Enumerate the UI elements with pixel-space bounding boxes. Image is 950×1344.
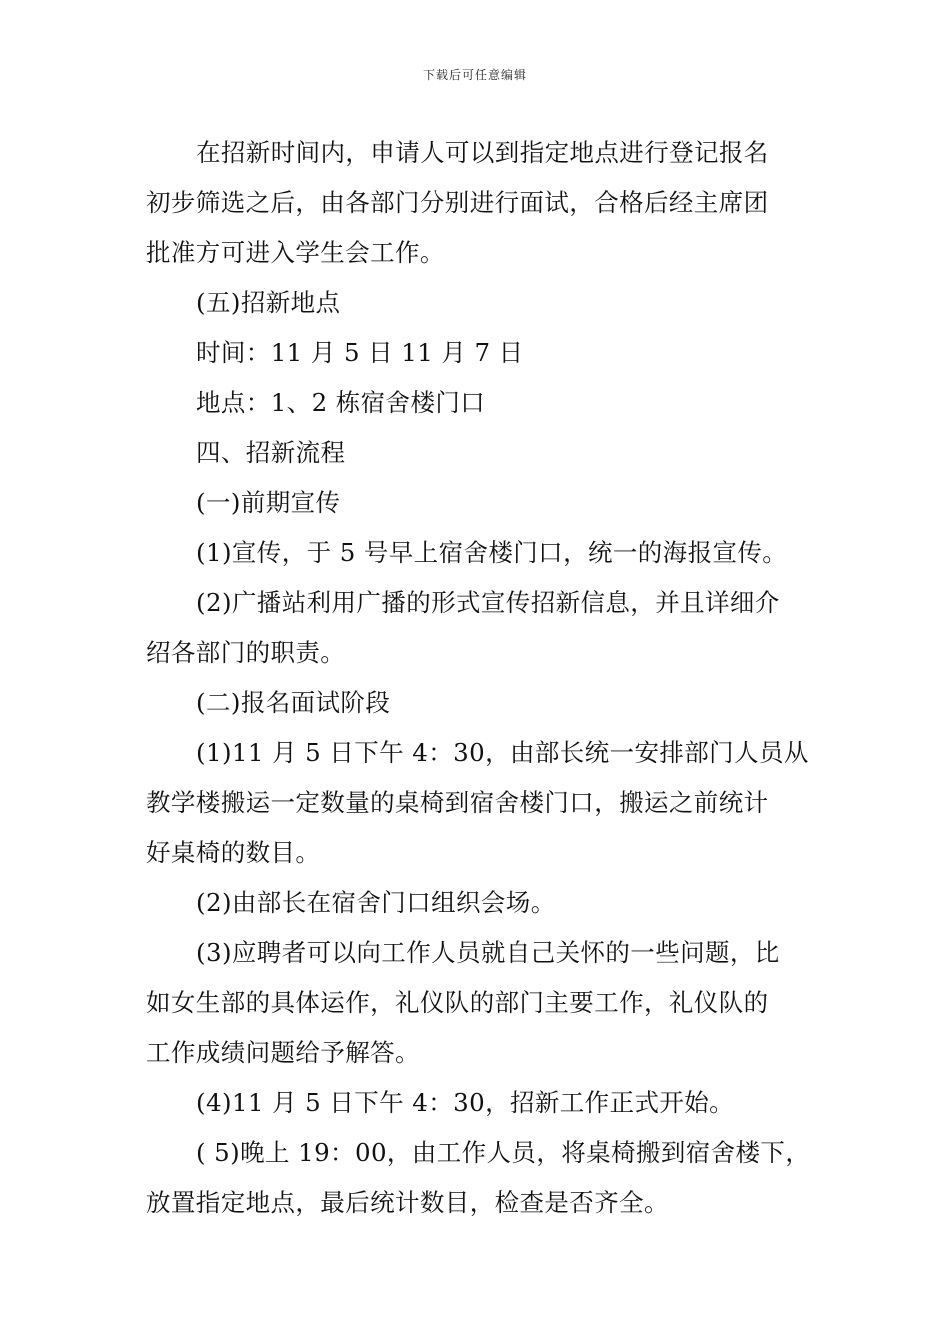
text-line: 工作成绩问题给予解答。 [146,1038,420,1067]
text-line: 时间：11 月 5 日 11 月 7 日 [196,338,524,367]
page-header-note: 下载后可任意编辑 [422,68,527,82]
heading-interview-stage [146,678,816,728]
paragraph-interview-2 [146,878,816,928]
paragraph-interview-1 [146,728,816,878]
text-line: (二)报名面试阶段 [196,688,391,717]
text-line: 四、招新流程 [196,438,346,467]
text-line: (4)11 月 5 日下午 4：30，招新工作正式开始。 [196,1088,735,1117]
text-line: 批准方可进入学生会工作。 [146,238,445,267]
text-line: 好桌椅的数目。 [146,838,321,867]
paragraph-interview-4 [146,1078,816,1128]
text-line: 如女生部的具体运作，礼仪队的部门主要工作，礼仪队的 [146,988,769,1017]
text-line: 地点：1、2 栋宿舍楼门口 [196,388,486,417]
paragraph-interview-3 [146,928,816,1078]
paragraph-location [146,378,816,428]
document-body [146,128,816,1228]
text-line: (一)前期宣传 [196,488,341,517]
heading-early-promotion [146,478,816,528]
text-line: 教学楼搬运一定数量的桌椅到宿舍楼门口，搬运之前统计 [146,788,769,817]
text-line: 初步筛选之后，由各部门分别进行面试，合格后经主席团 [146,188,769,217]
text-line: (五)招新地点 [196,288,341,317]
paragraph-promotion-2 [146,578,816,678]
text-line: 绍各部门的职责。 [146,638,346,667]
text-line: (2)广播站利用广播的形式宣传招新信息，并且详细介 [196,588,780,617]
paragraph-promotion-1 [146,528,816,578]
text-line: (1)11 月 5 日下午 4：30，由部长统一安排部门人员从 [196,738,809,767]
heading-recruit-process [146,428,816,478]
heading-recruit-location [146,278,816,328]
paragraph-time [146,328,816,378]
text-line: (2)由部长在宿舍门口组织会场。 [196,888,556,917]
text-line: 在招新时间内，申请人可以到指定地点进行登记报名 [196,138,769,167]
paragraph-interview-5 [146,1128,816,1228]
paragraph-registration [146,128,816,278]
text-line: 放置指定地点，最后统计数目，检查是否齐全。 [146,1188,669,1217]
text-line: (3)应聘者可以向工作人员就自己关怀的一些问题，比 [196,938,780,967]
text-line: (1)宣传，于 5 号早上宿舍楼门口，统一的海报宣传。 [196,538,788,567]
text-line: ( 5)晚上 19：00，由工作人员，将桌椅搬到宿舍楼下， [196,1138,811,1167]
